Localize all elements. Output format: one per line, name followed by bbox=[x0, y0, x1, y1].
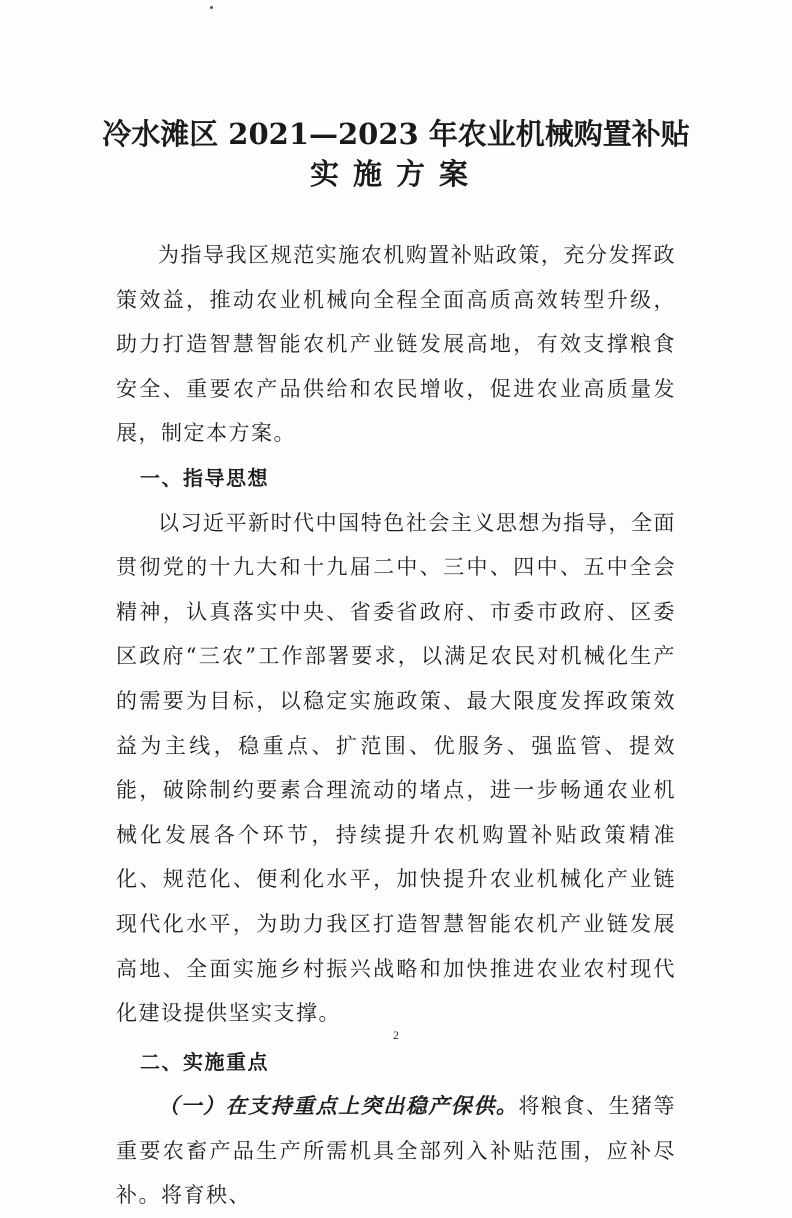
document-title-line1: 冷水滩区 2021—2023 年农业机械购置补贴 bbox=[102, 117, 690, 151]
scan-speck bbox=[210, 6, 213, 9]
document-body bbox=[116, 233, 676, 1218]
intro-paragraph: 为指导我区规范实施农机购置补贴政策，充分发挥政策效益，推动农业机械向全程全面高质高效转型升级，助力打造智慧智能农机产业链发展高地，有效支撑粮食安全、重要农产品供给和农民增收，促进农业高质量发展，制定本方案。 bbox=[116, 243, 676, 446]
item1-body: 将粮食、生猪等重要农畜产品生产所需机具全部列入补贴范围，应补尽补。将育秧、 bbox=[116, 1094, 677, 1208]
item1-paragraph bbox=[116, 1084, 676, 1218]
section2-heading: 二、实施重点 bbox=[140, 1049, 269, 1074]
section1-heading: 一、指导思想 bbox=[140, 465, 269, 490]
document-title-line2: 实施方案 bbox=[309, 157, 482, 191]
item1-label: （一）在支持重点上突出稳产保供。 bbox=[158, 1093, 519, 1119]
page-number: 2 bbox=[393, 1028, 399, 1042]
section1-paragraph: 以习近平新时代中国特色社会主义思想为指导，全面贯彻党的十九大和十九届二中、三中、四中、五中全会精神，认真落实中央、省委省政府、市委市政府、区委区政府“三农”工作部署要求，以满足农民对机械化生产的需要为目标，以稳定实施政策、最大限度发挥政策效益为主线，稳重点、扩范围、优服务、强监管、提效能，破除制约要素合理流动的堵点，进一步畅通农业机械化发展各个环节，持续提升农机购置补贴政策精准化、规范化、便利化水平，加快提升农业机械化产业链现代化水平，为助力我区打造智慧智能农机产业链发展高地、全面实施乡村振兴战略和加快推进农业农村现代化建设提供坚实支撑。 bbox=[116, 510, 676, 1026]
